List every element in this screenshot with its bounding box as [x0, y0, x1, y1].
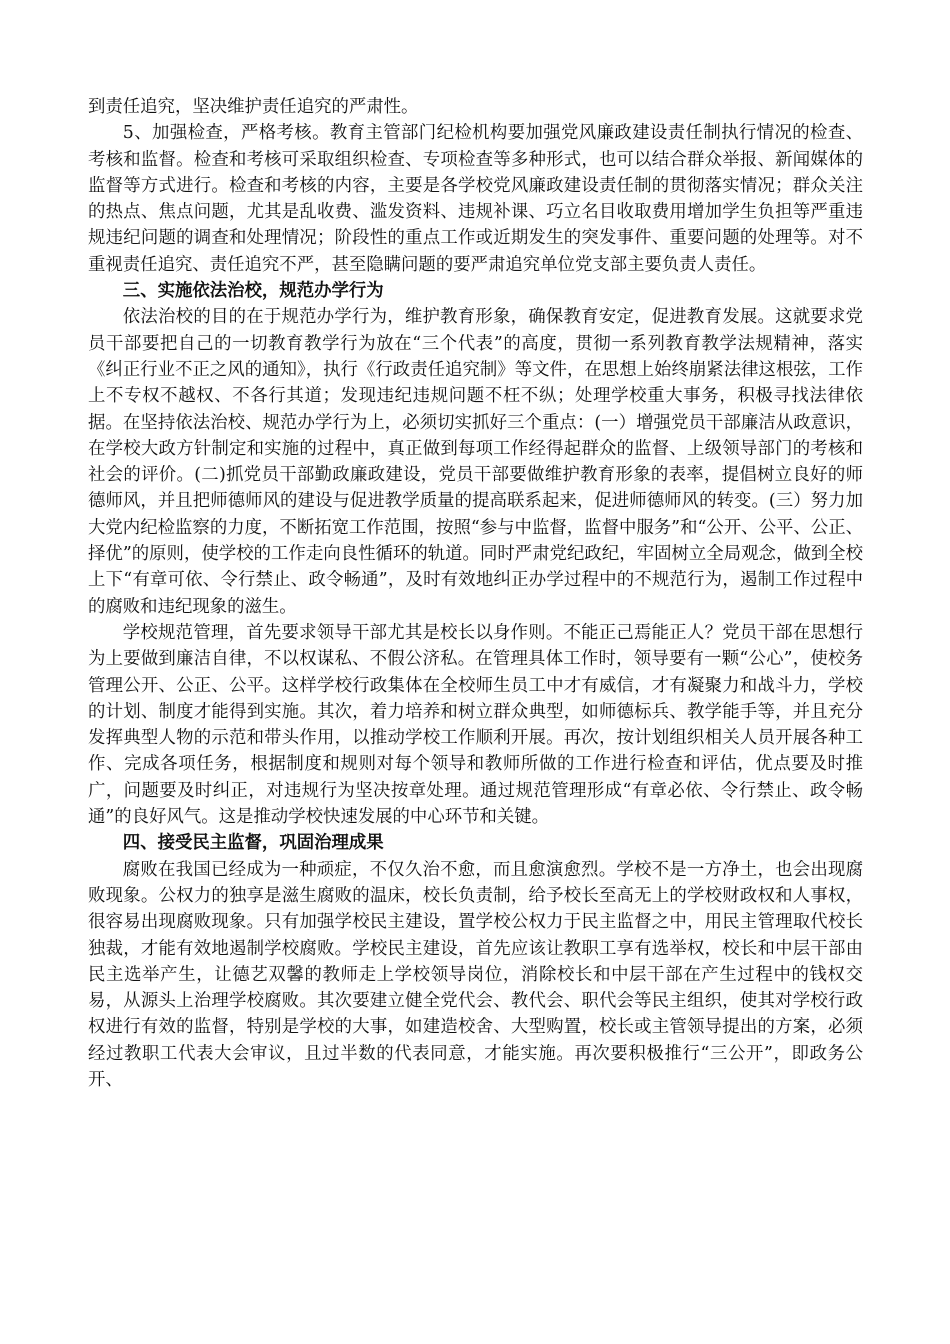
- paragraph-inspection: 5、加强检查，严格考核。教育主管部门纪检机构要加强党风廉政建设责任制执行情况的检查、考核和监督。检查和考核可采取组织检查、专项检查等多种形式，也可以结合群众举报、新闻媒体的监督等方式进行。检查和考核的内容，主要是各学校党风廉政建设责任制的贯彻落实情况；群众关注的热点、焦点问题，尤其是乱收费、滥发资料、违规补课、巧立名目收取费用增加学生负担等严重违规违纪问题的调查和处理情况；阶段性的重点工作或近期发生的突发事件、重要问题的处理等。对不重视责任追究、责任追究不严，甚至隐瞒问题的要严肃追究单位党支部主要负责人责任。: [88, 123, 863, 275]
- paragraph-continuation: 到责任追究，坚决维护责任追究的严肃性。: [88, 97, 419, 117]
- document-page: [88, 94, 863, 1093]
- paragraph-rule-of-law: 依法治校的目的在于规范办学行为，维护教育形象，确保教育安定，促进教育发展。这就要求党员干部要把自己的一切教育教学行为放在“三个代表”的高度，贯彻一系列教育教学法规精神，落实《纠正行业不正之风的通知》，执行《行政责任追究制》等文件，在思想上始终崩紧法律这根弦，工作上不专权不越权、不各行其道；发现违纪违规问题不枉不纵；处理学校重大事务，积极寻找法律依据。在坚持依法治校、规范办学行为上，必须切实抓好三个重点：(一）增强党员干部廉洁从政意识，在学校大政方针制定和实施的过程中，真正做到每项工作经得起群众的监督、上级领导部门的考核和社会的评价。(二)抓党员干部勤政廉政建设，党员干部要做维护教育形象的表率，提倡树立良好的师德师风，并且把师德师风的建设与促进教学质量的提高联系起来，促进师德师风的转变。(三）努力加大党内纪检监察的力度，不断拓宽工作范围，按照“参与中监督，监督中服务”和“公开、公平、公正、择优”的原则，使学校的工作走向良性循环的轨道。同时严肃党纪政纪，牢固树立全局观念，做到全校上下“有章可依、令行禁止、政令畅通”，及时有效地纠正办学过程中的不规范行为，遏制工作过程中的腐败和违纪现象的滋生。: [88, 307, 863, 617]
- paragraph-school-management: 学校规范管理，首先要求领导干部尤其是校长以身作则。不能正己焉能正人？党员干部在思想行为上要做到廉洁自律，不以权谋私、不假公济私。在管理具体工作时，领导要有一颗“公心”，使校务管理公开、公正、公平。这样学校行政集体在全校师生员工中才有威信，才有凝聚力和战斗力，学校的计划、制度才能得到实施。其次，着力培养和树立群众典型，如师德标兵、教学能手等，并且充分发挥典型人物的示范和带头作用，以推动学校工作顺利开展。再次，按计划组织相关人员开展各种工作、完成各项任务，根据制度和规则对每个领导和教师所做的工作进行检查和评估，优点要及时推广，问题要及时纠正，对违规行为坚决按章处理。通过规范管理形成“有章必依、令行禁止、政令畅通”的良好风气。这是推动学校快速发展的中心环节和关键。: [88, 622, 863, 828]
- section-heading-4: 四、接受民主监督，巩固治理成果: [122, 833, 384, 854]
- section-heading-3: 三、实施依法治校，规范办学行为: [122, 281, 384, 302]
- paragraph-democratic-supervision: 腐败在我国已经成为一种顽症，不仅久治不愈，而且愈演愈烈。学校不是一方净土，也会出现腐败现象。公权力的独享是滋生腐败的温床，校长负责制，给予校长至高无上的学校财政权和人事权，很容易出现腐败现象。只有加强学校民主建设，置学校公权力于民主监督之中，用民主管理取代校长独裁，才能有效地遏制学校腐败。学校民主建设，首先应该让教职工享有选举权，校长和中层干部由民主选举产生，让德艺双馨的教师走上学校领导岗位，消除校长和中层干部在产生过程中的钱权交易，从源头上治理学校腐败。其次要建立健全党代会、教代会、职代会等民主组织，使其对学校行政权进行有效的监督，特别是学校的大事，如建造校舍、大型购置，校长或主管领导提出的方案，必须经过教职工代表大会审议，且过半数的代表同意，才能实施。再次要积极推行“三公开”，即政务公开、: [88, 859, 863, 1090]
